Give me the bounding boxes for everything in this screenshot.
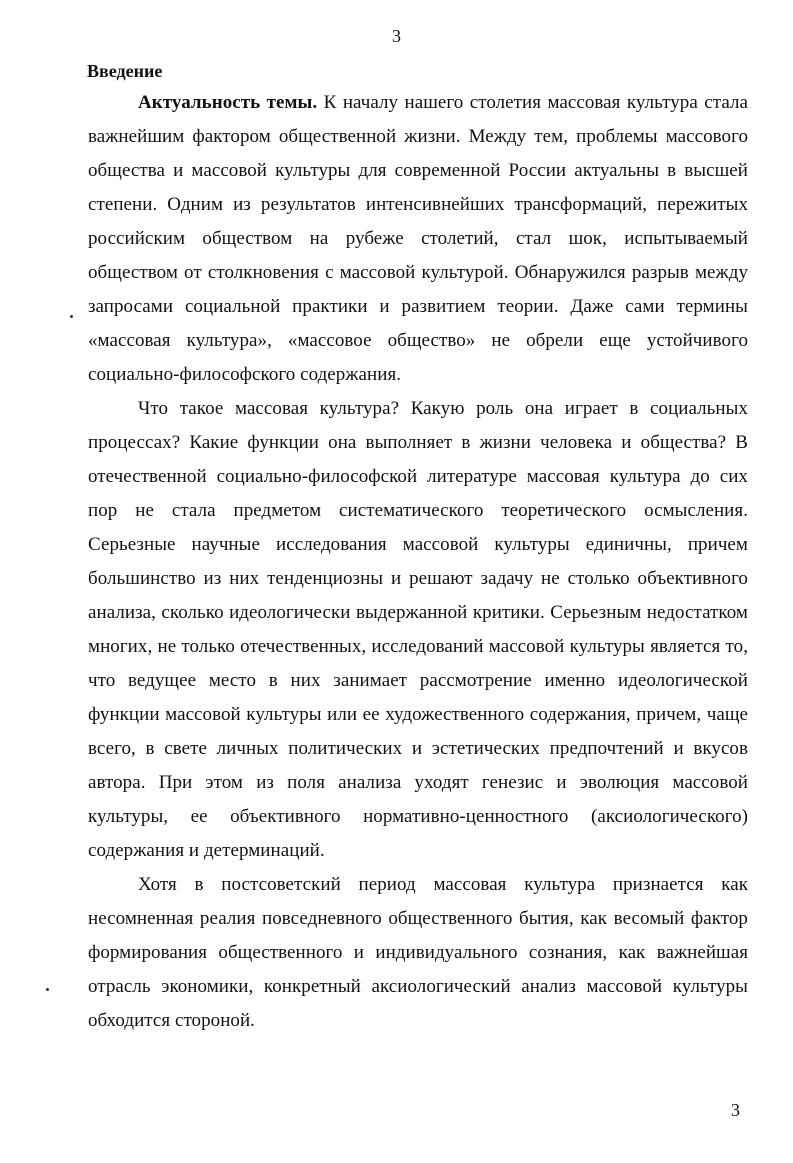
paragraph-text: Что такое массовая культура? Какую роль она играет в социальных процессах? Какие функции она выполняет в жизни человека и общества? В отечественной социально-философской литературе массовая культура до сих пор не стала предметом систематического теоретического осмысления. Серьезные научные исследования массовой культуры единичны, причем большинство из них тенденциозны и решают задачу не столько объективного анализа, сколько идеологически выдержанной критики. Серьезным недостатком многих, не только отечественных, исследований массовой культуры является то, что ведущее место в них занимает рассмотрение именно идеологической функции массовой культуры или ее художественного содержания, причем, чаще всего, в свете личных политических и эстетических предпочтений и вкусов автора. При этом из поля анализа уходят генезис и эволюция массовой культуры, ее объективного нормативно-ценностного (аксиологического) содержания и детерминаций. (88, 398, 748, 861)
paragraph-relevance (88, 86, 748, 392)
section-title: Введение (87, 61, 163, 81)
page-number-top: 3 (392, 26, 401, 46)
scan-speck (70, 315, 73, 318)
paragraph-questions (88, 392, 748, 868)
paragraph-lead: Актуальность темы. (138, 92, 318, 113)
document-body (88, 58, 748, 1038)
page-number-bottom: 3 (731, 1100, 740, 1120)
scan-speck (46, 988, 49, 991)
paragraph-text: Хотя в постсоветский период массовая культура признается как несомненная реалия повседневного общественного бытия, как весомый фактор формирования общественного и индивидуального сознания, как важнейшая отрасль экономики, конкретный аксиологический анализ массовой культуры обходится стороной. (88, 874, 748, 1031)
paragraph-post-soviet (88, 868, 748, 1038)
paragraph-text: К началу нашего столетия массовая культура стала важнейшим фактором общественной жизни. Между тем, проблемы массового общества и массовой культуры для современной России актуальны в высшей степени. Одним из результатов интенсивнейших трансформаций, пережитых российским обществом на рубеже столетий, стал шок, испытываемый обществом от столкновения с массовой культурой. Обнаружился разрыв между запросами социальной практики и развитием теории. Даже сами термины «массовая культура», «массовое общество» не обрели еще устойчивого социально-философского содержания. (88, 92, 748, 385)
